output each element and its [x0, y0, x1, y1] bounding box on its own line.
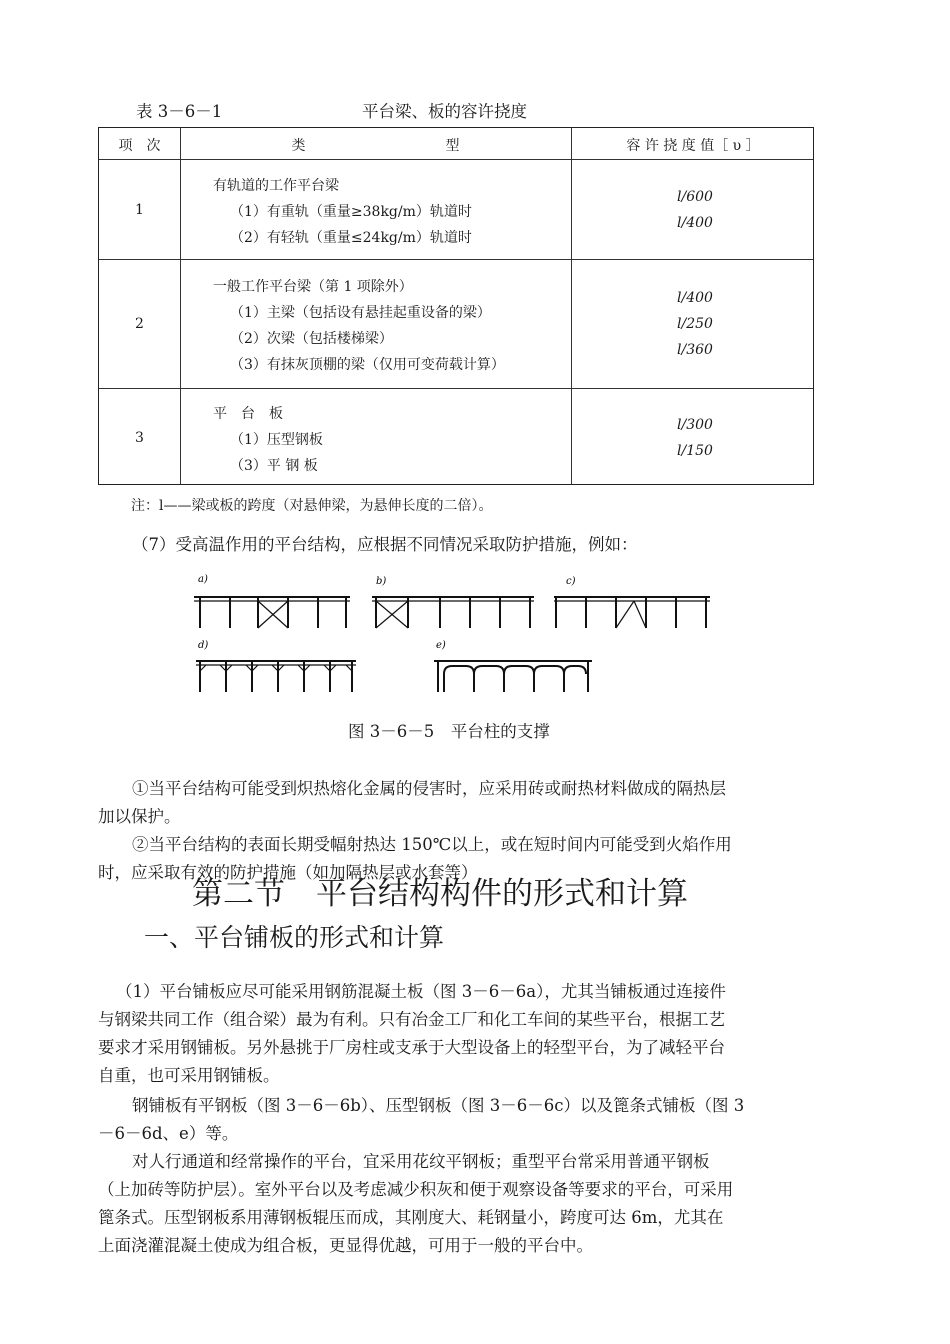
- figure-platform-column-bracing: [190, 570, 720, 698]
- table-number: 表 3－6－1: [136, 102, 223, 121]
- body-line: 要求才采用钢铺板。另外悬挑于厂房柱或支承于大型设备上的轻型平台，为了减轻平台: [98, 1038, 725, 1057]
- item-1-line-1: ①当平台结构可能受到炽热熔化金属的侵害时，应采用砖或耐热材料做成的隔热层: [132, 779, 726, 798]
- frame-e: [434, 661, 592, 692]
- body-line: （上加砖等防护层）。室外平台以及考虑减少积灰和便于观察设备等要求的平台，可采用: [98, 1180, 734, 1199]
- header-cell-value: 容 许 挠 度 值［ υ ］: [626, 138, 760, 154]
- paragraph-7: （7）受高温作用的平台结构，应根据不同情况采取防护措施，例如：: [132, 535, 638, 554]
- row-3-value: l/150: [677, 443, 713, 459]
- figure-label-c: c): [566, 576, 576, 587]
- table-divider: [99, 159, 813, 160]
- row-2-type: （3）有抹灰顶棚的梁（仅用可变荷载计算）: [230, 357, 505, 373]
- frame-c: [554, 597, 710, 628]
- row-2-value: l/360: [677, 342, 713, 358]
- row-2-value: l/250: [677, 316, 713, 332]
- row-2-type: （2）次梁（包括楼梯梁）: [230, 331, 393, 347]
- table-divider: [99, 388, 813, 389]
- row-3-no: 3: [135, 430, 144, 446]
- figure-label-d: d): [198, 640, 209, 651]
- body-line: （1）平台铺板应尽可能采用钢筋混凝土板（图 3－6－6a），尤其当铺板通过连接件: [116, 982, 726, 1001]
- frame-a: [194, 597, 350, 628]
- row-1-value: l/600: [677, 189, 713, 205]
- body-line: 上面浇灌混凝土使成为组合板，更显得优越，可用于一般的平台中。: [98, 1236, 593, 1255]
- row-2-value: l/400: [677, 290, 713, 306]
- body-line: 对人行通道和经常操作的平台，宜采用花纹平钢板；重型平台常采用普通平钢板: [132, 1152, 710, 1171]
- header-cell-no: 项 次: [118, 138, 161, 154]
- item-1-line-2: 加以保护。: [98, 807, 181, 826]
- row-3-value: l/300: [677, 417, 713, 433]
- body-line: 自重，也可采用钢铺板。: [98, 1066, 280, 1085]
- figure-label-a: a): [198, 574, 208, 585]
- row-3-type: （3）平 钢 板: [230, 458, 318, 474]
- table-note: 注：l——梁或板的跨度（对悬伸梁，为悬伸长度的二倍）。: [131, 498, 493, 514]
- section-title: 第二节 平台结构构件的形式和计算: [192, 876, 688, 912]
- row-1-type: （1）有重轨（重量≥38kg/m）轨道时: [230, 204, 472, 220]
- figure-label-b: b): [376, 576, 387, 587]
- body-line: 篦条式。压型钢板系用薄钢板辊压而成，其刚度大、耗钢量小，跨度可达 6m，尤其在: [98, 1208, 724, 1227]
- section-subtitle: 一、平台铺板的形式和计算: [144, 923, 445, 952]
- row-2-type: （1）主梁（包括设有悬挂起重设备的梁）: [230, 305, 491, 321]
- row-2-no: 2: [135, 316, 144, 332]
- deflection-table: [98, 127, 814, 485]
- item-2-line-2: 时，应采取有效的防护措施（如加隔热层或水套等）: [98, 863, 478, 882]
- row-3-type: （1）压型钢板: [230, 432, 323, 448]
- frame-d: [196, 661, 356, 692]
- body-line: 与钢梁共同工作（组合梁）最为有利。只有冶金工厂和化工车间的某些平台，根据工艺: [98, 1010, 725, 1029]
- row-3-type: 平 台 板: [213, 406, 283, 422]
- body-line: 钢铺板有平钢板（图 3－6－6b）、压型钢板（图 3－6－6c）以及篦条式铺板（图 3: [132, 1096, 745, 1115]
- row-2-type: 一般工作平台梁（第 1 项除外）: [213, 279, 413, 295]
- frame-b: [372, 597, 534, 628]
- figure-caption: 图 3－6－5 平台柱的支撑: [348, 722, 550, 741]
- row-1-value: l/400: [677, 215, 713, 231]
- table-divider: [571, 128, 572, 484]
- figure-label-e: e): [436, 640, 446, 651]
- item-2-line-1: ②当平台结构的表面长期受幅射热达 150℃以上，或在短时间内可能受到火焰作用: [132, 835, 732, 854]
- row-1-no: 1: [135, 202, 144, 218]
- row-1-type: （2）有轻轨（重量≤24kg/m）轨道时: [230, 230, 472, 246]
- table-title: 平台梁、板的容许挠度: [362, 102, 527, 121]
- body-line: －6－6d、e）等。: [98, 1124, 239, 1143]
- header-cell-type: 类 型: [291, 138, 460, 154]
- table-divider: [180, 128, 181, 484]
- table-divider: [99, 259, 813, 260]
- row-1-type: 有轨道的工作平台梁: [213, 178, 339, 194]
